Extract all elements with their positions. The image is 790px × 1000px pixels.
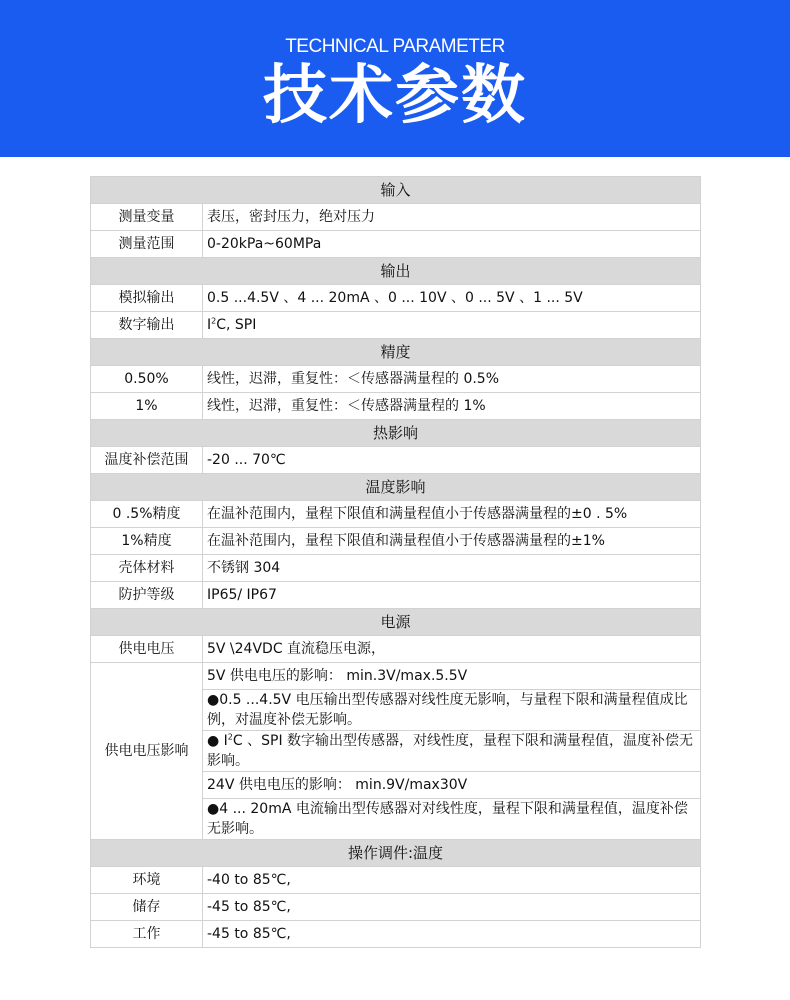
row-label: 防护等级 <box>91 582 203 609</box>
row-label: 壳体材料 <box>91 555 203 582</box>
row-label: 储存 <box>91 894 203 921</box>
table-row <box>91 204 701 231</box>
row-value: 线性，迟滞，重复性：＜传感器满量程的 0.5% <box>203 366 701 393</box>
table-row <box>91 312 701 339</box>
row-label: 数字输出 <box>91 312 203 339</box>
row-value: 5V \24VDC 直流稳压电源， <box>203 636 701 663</box>
table-row <box>91 555 701 582</box>
table-row <box>91 393 701 420</box>
row-label: 供电电压 <box>91 636 203 663</box>
row-value: ●0.5 ...4.5V 电压输出型传感器对线性度无影响，与量程下限和满量程值成比例，对温度补偿无影响。 <box>203 690 701 731</box>
table-row <box>91 663 701 690</box>
row-label: 0 .5%精度 <box>91 501 203 528</box>
parameters-table <box>90 176 701 948</box>
value-superscript: 2 <box>211 316 217 326</box>
row-label: 工作 <box>91 921 203 948</box>
table-row <box>91 894 701 921</box>
table-row <box>91 582 701 609</box>
value-prefix: I <box>207 317 212 333</box>
section-header-row <box>91 474 701 501</box>
section-header-row <box>91 177 701 204</box>
row-value: 5V 供电电压的影响： min.3V/max.5.5V <box>203 663 701 690</box>
row-label: 模拟输出 <box>91 285 203 312</box>
row-value: 线性，迟滞，重复性：＜传感器满量程的 1% <box>203 393 701 420</box>
header-banner <box>0 0 790 157</box>
table-row <box>91 366 701 393</box>
row-label: 供电电压影响 <box>91 663 203 840</box>
row-value: -45 to 85℃, <box>203 921 701 948</box>
row-value <box>203 731 701 772</box>
section-temp-effect: 温度影响 <box>91 474 701 501</box>
section-thermal: 热影响 <box>91 420 701 447</box>
table-row <box>91 867 701 894</box>
row-value: ●4 ... 20mA 电流输出型传感器对对线性度，量程下限和满量程值，温度补偿无影响。 <box>203 799 701 840</box>
table-row <box>91 285 701 312</box>
value-superscript: 2 <box>227 732 233 742</box>
row-label: 测量范围 <box>91 231 203 258</box>
banner-title: 技术参数 <box>263 59 527 133</box>
value-prefix: ● I <box>207 733 228 749</box>
value-suffix: C 、SPI 数字输出型传感器，对线性度，量程下限和满量程值，温度补偿无影响。 <box>207 733 694 769</box>
row-label: 测量变量 <box>91 204 203 231</box>
section-input: 输入 <box>91 177 701 204</box>
row-value: 0-20kPa~60MPa <box>203 231 701 258</box>
section-header-row <box>91 420 701 447</box>
row-value: 在温补范围内，量程下限值和满量程值小于传感器满量程的±1% <box>203 528 701 555</box>
table-row <box>91 636 701 663</box>
row-value: 24V 供电电压的影响： min.9V/max30V <box>203 772 701 799</box>
section-header-row <box>91 609 701 636</box>
row-label: 温度补偿范围 <box>91 447 203 474</box>
row-value <box>203 312 701 339</box>
table-row <box>91 528 701 555</box>
row-value: 不锈钢 304 <box>203 555 701 582</box>
row-value: 0.5 ...4.5V 、4 ... 20mA 、0 ... 10V 、0 ... 5V 、1 ... 5V <box>203 285 701 312</box>
row-value: -40 to 85℃, <box>203 867 701 894</box>
section-accuracy: 精度 <box>91 339 701 366</box>
row-label: 环境 <box>91 867 203 894</box>
row-value: -45 to 85℃, <box>203 894 701 921</box>
section-output: 输出 <box>91 258 701 285</box>
table-row <box>91 447 701 474</box>
section-header-row <box>91 339 701 366</box>
table-row <box>91 231 701 258</box>
value-suffix: C, SPI <box>216 317 257 333</box>
table-row <box>91 501 701 528</box>
row-value: 在温补范围内，量程下限值和满量程值小于传感器满量程的±0 . 5% <box>203 501 701 528</box>
row-label: 1% <box>91 393 203 420</box>
row-value: IP65/ IP67 <box>203 582 701 609</box>
row-value: -20 ... 70℃ <box>203 447 701 474</box>
section-header-row <box>91 258 701 285</box>
table-row <box>91 921 701 948</box>
row-label: 0.50% <box>91 366 203 393</box>
row-label: 1%精度 <box>91 528 203 555</box>
banner-subtitle: TECHNICAL PARAMETER <box>285 36 505 57</box>
section-power: 电源 <box>91 609 701 636</box>
section-operating: 操作调件:温度 <box>91 840 701 867</box>
row-value: 表压，密封压力，绝对压力 <box>203 204 701 231</box>
section-header-row <box>91 840 701 867</box>
